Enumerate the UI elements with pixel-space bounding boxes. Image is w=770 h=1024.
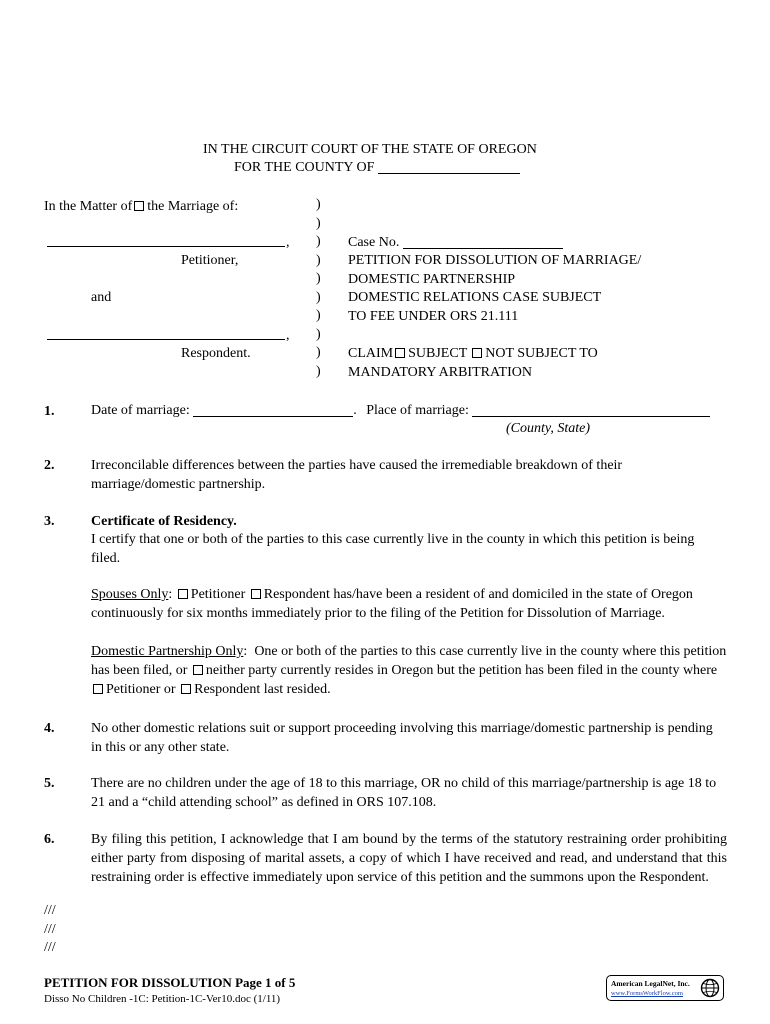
dp-text-2: neither party currently resides in Oregon but the petition has been filed in the county where — [205, 663, 718, 678]
spouses-petitioner-label: Petitioner — [190, 587, 246, 602]
petitioner-name-line[interactable] — [47, 246, 285, 247]
section-6-number: 6. — [44, 832, 55, 847]
section-4-text: No other domestic relations suit or support proceeding involving this marriage/domestic partnership is pending in this or any other state. — [91, 721, 713, 755]
petitioner-comma: , — [286, 235, 290, 250]
section-3-number: 3. — [44, 514, 55, 529]
logo-url-link[interactable]: www.FormsWorkFlow.com — [611, 990, 683, 997]
logo-company-name: American LegalNet, Inc. — [611, 979, 690, 988]
subject-checkbox[interactable] — [395, 348, 405, 358]
section-5-number: 5. — [44, 776, 55, 791]
section-5-text: There are no children under the age of 18 to this marriage, OR no child of this marriage/partnership is age 18 to 21 and a “child attending school” as defined in ORS 107.108. — [91, 776, 717, 810]
claim-label: CLAIM — [348, 346, 394, 361]
dp-petitioner-checkbox[interactable] — [93, 684, 103, 694]
section-6-text: By filing this petition, I acknowledge that I am bound by the terms of the statutory restraining order prohibiting either party from disposing of marital assets, a copy of which I have received and read, and understand that this restraining order is effective immediately upon service of this petition and the summons upon the Respondent. — [91, 832, 727, 885]
not-subject-label: NOT SUBJECT TO — [485, 346, 598, 361]
globe-icon — [700, 978, 720, 998]
marriage-place-blank[interactable] — [472, 402, 710, 417]
dp-text-1: One or both of the parties to this case currently live in the county where this petition has been filed, or — [91, 644, 727, 678]
footer-title: PETITION FOR DISSOLUTION Page 1 of 5 — [44, 975, 296, 990]
residency-heading: Certificate of Residency. — [91, 514, 237, 529]
respondent-label: Respondent. — [181, 346, 251, 361]
case-number-label: Case No. — [348, 235, 400, 250]
county-blank[interactable] — [378, 159, 520, 174]
spouses-respondent-checkbox[interactable] — [251, 589, 261, 599]
matter-suffix: the Marriage of: — [147, 199, 239, 214]
petition-title-line-4: TO FEE UNDER ORS 21.111 — [348, 309, 519, 324]
respondent-name-line[interactable] — [47, 339, 285, 340]
section-1-number: 1. — [44, 404, 55, 419]
spouses-only-label: Spouses Only — [91, 587, 169, 602]
petition-title-line-2: DOMESTIC PARTNERSHIP — [348, 272, 516, 287]
continuation-mark-2: /// — [44, 922, 56, 937]
residency-intro: I certify that one or both of the parties to this case currently live in the county in which this petition is being filed. — [91, 532, 695, 566]
petition-title-line-1: PETITION FOR DISSOLUTION OF MARRIAGE/ — [348, 253, 642, 268]
section-4-number: 4. — [44, 721, 55, 736]
matter-line — [44, 198, 238, 216]
footer-subtitle: Disso No Children -1C: Petition-1C-Ver10.doc (1/11) — [44, 993, 281, 1005]
court-heading: IN THE CIRCUIT COURT OF THE STATE OF OREGON — [203, 142, 537, 157]
spouses-only-paragraph: Spouses Only: Petitioner Respondent has/have been a resident of and domiciled in the state of Oregon continuously for six months immediately prior to the filing of the Petition for Dissolution of Marriage. — [91, 587, 693, 621]
dp-neither-checkbox[interactable] — [193, 665, 203, 675]
legalnet-logo[interactable] — [606, 975, 724, 1001]
and-label: and — [91, 290, 112, 305]
not-subject-checkbox[interactable] — [472, 348, 482, 358]
dp-only-label: Domestic Partnership Only — [91, 644, 244, 659]
case-number-blank[interactable] — [403, 234, 563, 249]
county-label: FOR THE COUNTY OF — [234, 160, 375, 175]
matter-prefix: In the Matter of — [44, 199, 133, 214]
county-heading — [234, 159, 520, 177]
section-1-line: Date of marriage: . Place of marriage: — [91, 402, 710, 420]
domestic-partnership-paragraph: Domestic Partnership Only: One or both of the parties to this case currently live in the county where this petition has been filed, or neither party currently resides in Oregon but the petition has been filed in the county where Petitioner or Respondent last resided. — [91, 644, 727, 697]
matter-checkbox[interactable] — [134, 201, 144, 211]
case-number-line — [348, 234, 563, 252]
petition-title-line-3: DOMESTIC RELATIONS CASE SUBJECT — [348, 290, 602, 305]
dp-respondent-text: Respondent last resided. — [194, 682, 331, 697]
county-state-hint: (County, State) — [506, 421, 590, 436]
marriage-place-label: Place of marriage: — [366, 403, 469, 418]
section-2-number: 2. — [44, 458, 55, 473]
petitioner-label: Petitioner, — [181, 253, 239, 268]
spouses-rest-text: Respondent has/have been a resident of and domiciled in the state of Oregon continuously for six months immediately prior to the filing of the Petition for Dissolution of Marriage. — [91, 587, 693, 621]
caption-divider: ) ) ) ) ) ) ) ) ) ) — [316, 197, 321, 379]
arbitration-label: MANDATORY ARBITRATION — [348, 365, 532, 380]
dp-petitioner-or: Petitioner or — [106, 682, 176, 697]
section-2-text: Irreconcilable differences between the parties have caused the irremediable breakdown of their marriage/domestic partnership. — [91, 458, 623, 492]
claim-line — [348, 345, 598, 363]
marriage-date-label: Date of marriage: — [91, 403, 190, 418]
continuation-mark-1: /// — [44, 903, 56, 918]
respondent-comma: , — [286, 328, 290, 343]
continuation-mark-3: /// — [44, 940, 56, 955]
dp-respondent-checkbox[interactable] — [181, 684, 191, 694]
spouses-petitioner-checkbox[interactable] — [178, 589, 188, 599]
marriage-date-blank[interactable] — [193, 402, 353, 417]
subject-label: SUBJECT — [408, 346, 468, 361]
